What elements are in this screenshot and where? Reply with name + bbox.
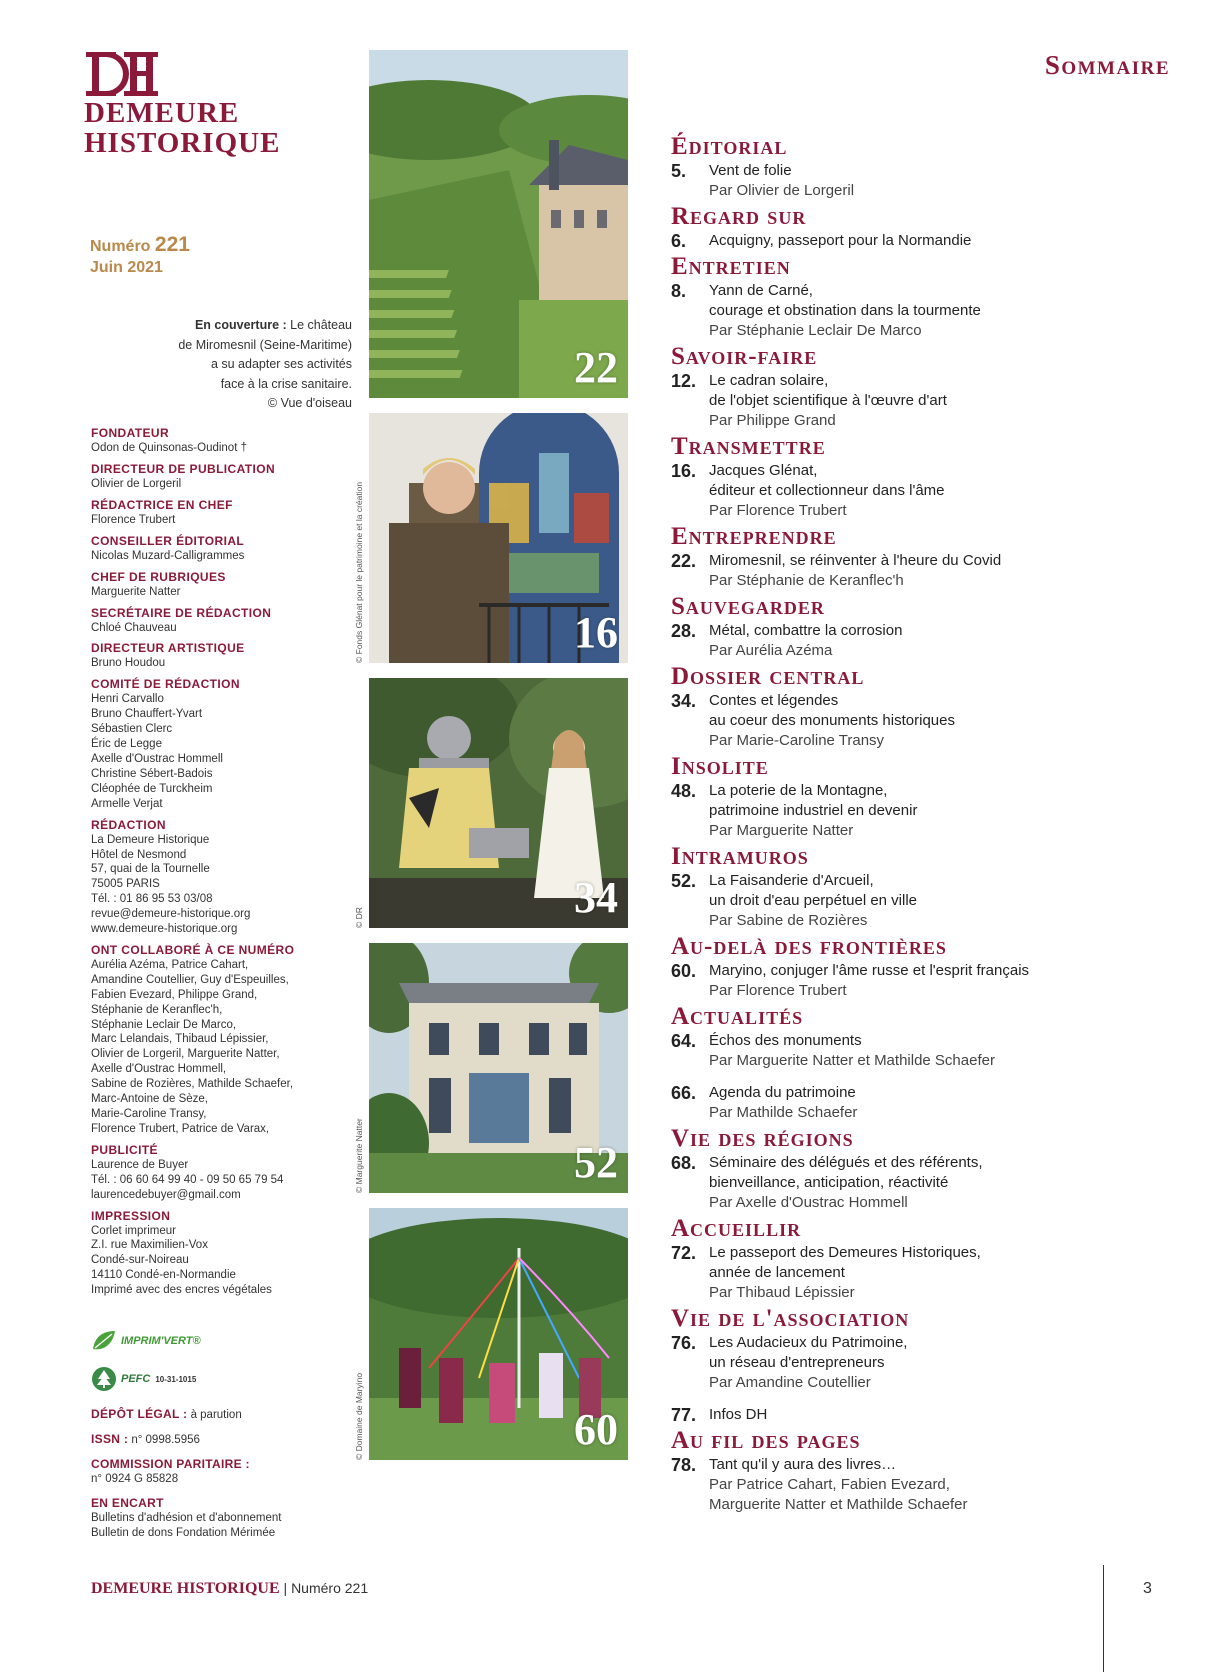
credit-line: Axelle d'Oustrac Hommell, (91, 1063, 227, 1076)
toc-section (671, 342, 1191, 431)
section-title: Dossier central (671, 663, 865, 690)
entry-author: Par Marie-Caroline Transy (709, 732, 885, 749)
entry-author: Par Amandine Coutellier (709, 1374, 871, 1391)
entry-title: Séminaire des délégués et des référents, (709, 1154, 983, 1171)
credit-block (91, 462, 347, 492)
entry-title: Le passeport des Demeures Historiques, (709, 1244, 981, 1261)
credit-block (91, 677, 347, 811)
cover-line: a su adapter ses activités (210, 357, 352, 371)
toc-section (671, 662, 1191, 751)
toc-section (671, 592, 1191, 661)
credit-line: Amandine Coutellier, Guy d'Espeuilles, (91, 973, 289, 986)
toc-entry[interactable] (671, 691, 1191, 751)
section-title: Entreprendre (671, 523, 837, 550)
toc-section (671, 1124, 1191, 1213)
commission-label: COMMISSION PARITAIRE : (91, 1457, 250, 1471)
credit-label: CHEF DE RUBRIQUES (91, 569, 226, 584)
credit-line: La Demeure Historique (91, 833, 210, 846)
entry-author: Par Mathilde Schaefer (709, 1104, 858, 1121)
page-number: 3 (1143, 1580, 1152, 1597)
entry-author: Par Thibaud Lépissier (709, 1284, 855, 1301)
entry-title: au coeur des monuments historiques (709, 712, 955, 729)
credit-line: laurencedebuyer@gmail.com (91, 1188, 241, 1201)
credit-label: DIRECTEUR DE PUBLICATION (91, 461, 276, 476)
credit-label: COMITÉ DE RÉDACTION (91, 677, 240, 692)
entry-page-number: 8. (671, 281, 687, 301)
pefc-tree-icon (91, 1366, 117, 1392)
entry-author: Par Marguerite Natter et Mathilde Schaefer (709, 1052, 995, 1069)
entry-author: Par Florence Trubert (709, 502, 847, 519)
imprimvert-badge (91, 1327, 347, 1355)
toc-section (671, 202, 1191, 251)
toc-entry[interactable] (671, 551, 1191, 591)
toc-entry[interactable] (671, 1031, 1191, 1071)
entry-title: La Faisanderie d'Arcueil, (709, 872, 874, 889)
entry-page-number: 76. (671, 1333, 697, 1353)
sommaire-title: Sommaire (1044, 50, 1170, 80)
footer-separator: | (283, 1580, 288, 1596)
photo-credit: © DR (354, 907, 364, 928)
brand-name-line1: DEMEURE (84, 97, 240, 129)
brand-name-line2: HISTORIQUE (84, 127, 281, 159)
entry-author: Par Olivier de Lorgeril (709, 182, 855, 199)
credit-label: PUBLICITÉ (91, 1142, 158, 1157)
credit-line: Cléophée de Turckheim (91, 782, 213, 795)
credit-line: Florence Trubert, Patrice de Varax, (91, 1122, 270, 1135)
footer-issue: Numéro 221 (291, 1580, 369, 1596)
encart-line: Bulletin de dons Fondation Mérimée (91, 1527, 276, 1539)
pefc-code: 10-31-1015 (155, 1374, 197, 1384)
toc-entry[interactable] (671, 1243, 1191, 1303)
photo-faisanderie (369, 943, 628, 1193)
credit-line: Fabien Evezard, Philippe Grand, (91, 988, 258, 1001)
entry-title: Les Audacieux du Patrimoine, (709, 1334, 908, 1351)
entry-page-number: 28. (671, 621, 697, 641)
section-title: Savoir-faire (671, 343, 818, 370)
entry-page-number: 6. (671, 231, 687, 251)
credit-block (91, 534, 347, 564)
entry-page-number: 5. (671, 161, 687, 181)
section-title: Regard sur (671, 203, 807, 230)
credit-line: 14110 Condé-en-Normandie (91, 1269, 236, 1282)
photo-page-number: 16 (574, 608, 618, 657)
credit-label: ONT COLLABORÉ À CE NUMÉRO (91, 942, 295, 957)
encart-label: EN ENCART (91, 1496, 164, 1510)
photo-contes (369, 678, 628, 928)
toc-entry[interactable] (671, 871, 1191, 931)
section-title: Au fil des pages (671, 1427, 861, 1454)
toc-section (671, 1002, 1191, 1123)
issue-number: 221 (154, 233, 190, 256)
entry-title: Jacques Glénat, (709, 462, 818, 479)
credit-line: revue@demeure-historique.org (91, 908, 251, 921)
entry-author: Par Patrice Cahart, Fabien Evezard, Marguerite Natter et Mathilde Schaefer (709, 1476, 968, 1513)
entry-page-number: 72. (671, 1243, 697, 1263)
section-title: Entretien (671, 253, 791, 280)
photo-page-number: 52 (574, 1138, 618, 1187)
toc-section (671, 1304, 1191, 1425)
entry-author: Par Axelle d'Oustrac Hommell (709, 1194, 908, 1211)
credit-line: Marc Lelandais, Thibaud Lépissier, (91, 1033, 269, 1046)
footer-brand: DEMEURE HISTORIQUE (91, 1580, 280, 1597)
entry-title: La poterie de la Montagne, (709, 782, 888, 799)
credit-line: Laurence de Buyer (91, 1158, 189, 1171)
section-title: Intramuros (671, 843, 809, 870)
section-title: Au-delà des frontières (671, 933, 947, 960)
entry-author: Par Sabine de Rozières (709, 912, 868, 929)
toc-entry[interactable] (671, 281, 1191, 341)
cover-line: © Vue d'oiseau (267, 396, 352, 410)
entry-title: Infos DH (709, 1406, 768, 1423)
photo-credit: © Domaine de Maryino (354, 1372, 364, 1460)
credit-line: Axelle d'Oustrac Hommell (91, 752, 223, 765)
entry-title: année de lancement (709, 1264, 845, 1281)
credit-line: Bruno Houdou (91, 657, 166, 670)
toc-entry[interactable] (671, 1455, 1191, 1515)
entry-author: Par Aurélia Azéma (709, 642, 833, 659)
credit-line: Stéphanie Leclair De Marco, (91, 1018, 237, 1031)
entry-page-number: 16. (671, 461, 697, 481)
credit-line: Tél. : 01 86 95 53 03/08 (91, 893, 213, 906)
entry-page-number: 68. (671, 1153, 697, 1173)
credit-line: Bruno Chauffert-Yvart (91, 708, 203, 721)
entry-title: Le cadran solaire, (709, 372, 829, 389)
entry-title: Échos des monuments (709, 1032, 862, 1049)
credit-line: Florence Trubert (91, 513, 176, 526)
credit-label: IMPRESSION (91, 1208, 171, 1223)
toc-entry[interactable] (671, 1405, 1191, 1425)
entry-title: un réseau d'entrepreneurs (709, 1354, 885, 1371)
credit-block (91, 641, 347, 671)
toc-section (671, 1426, 1191, 1515)
toc-entry[interactable] (671, 161, 1191, 201)
credit-line: Éric de Legge (91, 738, 162, 751)
photo-miromesnil (369, 50, 628, 398)
entry-title: Miromesnil, se réinventer à l'heure du Covid (709, 552, 1002, 569)
photo-page-number: 34 (574, 873, 618, 922)
toc-entry[interactable] (671, 1333, 1191, 1393)
credit-block (91, 570, 347, 600)
pefc-label: PEFC (121, 1373, 151, 1385)
credit-label: SECRÉTAIRE DE RÉDACTION (91, 605, 272, 620)
entry-author: Par Stéphanie de Keranflec'h (709, 572, 904, 589)
photo-page-number: 22 (574, 343, 618, 392)
entry-title: Métal, combattre la corrosion (709, 622, 903, 639)
toc-entry[interactable] (671, 961, 1191, 1001)
credit-line: Imprimé avec des encres végétales (91, 1284, 272, 1297)
entry-page-number: 48. (671, 781, 697, 801)
section-title: Insolite (671, 753, 769, 780)
credit-block (91, 426, 347, 456)
imprimvert-label: IMPRIM'VERT® (121, 1335, 201, 1347)
credit-line: Stéphanie de Keranflec'h, (91, 1003, 223, 1016)
credit-line: Marguerite Natter (91, 585, 181, 598)
issue-date: Juin 2021 (90, 259, 163, 276)
entry-page-number: 22. (671, 551, 697, 571)
entry-title: Vent de folie (709, 162, 792, 179)
entry-page-number: 64. (671, 1031, 697, 1051)
toc-section (671, 932, 1191, 1001)
issn-label: ISSN : (91, 1432, 129, 1446)
toc-section (671, 132, 1191, 201)
credit-label: DIRECTEUR ARTISTIQUE (91, 641, 245, 656)
table-of-contents (671, 131, 1191, 1515)
credit-line: Armelle Verjat (91, 797, 163, 810)
toc-entry[interactable] (671, 1083, 1191, 1123)
toc-section (671, 842, 1191, 931)
masthead-logo (84, 50, 284, 158)
toc-section (671, 432, 1191, 521)
entry-title: Maryino, conjuger l'âme russe et l'esprit français (709, 962, 1030, 979)
entry-page-number: 12. (671, 371, 697, 391)
credit-label: RÉDACTION (91, 817, 166, 832)
entry-page-number: 60. (671, 961, 697, 981)
cover-caption (120, 316, 352, 414)
pefc-badge (91, 1365, 347, 1393)
credit-label: CONSEILLER ÉDITORIAL (91, 533, 245, 548)
entry-title: bienveillance, anticipation, réactivité (709, 1174, 949, 1191)
toc-entry[interactable] (671, 461, 1191, 521)
en-encart (91, 1496, 347, 1541)
cover-line: de Miromesnil (Seine-Maritime) (178, 337, 352, 352)
page-footer (91, 1580, 368, 1598)
credit-line: Sébastien Clerc (91, 723, 173, 736)
toc-section (671, 752, 1191, 841)
entry-page-number: 34. (671, 691, 697, 711)
entry-author: Par Florence Trubert (709, 982, 847, 999)
toc-section (671, 252, 1191, 341)
toc-entry[interactable] (671, 781, 1191, 841)
toc-entry[interactable] (671, 231, 1191, 251)
eco-badges (91, 1327, 347, 1403)
entry-author: Par Marguerite Natter (709, 822, 854, 839)
photo-glenat (369, 413, 628, 663)
entry-page-number: 77. (671, 1405, 697, 1425)
photo-maryino (369, 1208, 628, 1460)
section-title: Vie de l'association (671, 1305, 910, 1332)
credit-block (91, 498, 347, 528)
credit-block (91, 818, 347, 937)
credit-line: Hôtel de Nesmond (91, 848, 187, 861)
toc-section (671, 522, 1191, 591)
credit-line: Condé-sur-Noireau (91, 1254, 189, 1267)
credit-line: Tél. : 06 60 64 99 40 - 09 50 65 79 54 (91, 1173, 284, 1186)
toc-entry[interactable] (671, 1153, 1191, 1213)
photo-credit: © Marguerite Natter (354, 1118, 364, 1193)
credit-line: Aurélia Azéma, Patrice Cahart, (91, 958, 249, 971)
issue-label: Numéro (90, 238, 151, 255)
credit-block (91, 606, 347, 636)
credit-line: Olivier de Lorgeril, Marguerite Natter, (91, 1048, 280, 1061)
credit-line: Marc-Antoine de Sèze, (91, 1093, 208, 1106)
credit-line: Corlet imprimeur (91, 1224, 176, 1237)
entry-page-number: 78. (671, 1455, 697, 1475)
entry-page-number: 66. (671, 1083, 697, 1103)
credit-label: RÉDACTRICE EN CHEF (91, 497, 233, 512)
credit-line: Olivier de Lorgeril (91, 477, 182, 490)
entry-title: courage et obstination dans la tourmente (709, 302, 981, 319)
credit-line: 75005 PARIS (91, 878, 160, 891)
section-title: Actualités (671, 1003, 804, 1030)
depot-legal (91, 1407, 347, 1423)
cover-line: face à la crise sanitaire. (220, 376, 352, 391)
credit-label: FONDATEUR (91, 426, 170, 440)
toc-section (671, 1214, 1191, 1303)
toc-entry[interactable] (671, 371, 1191, 431)
photo-credit: © Fonds Glénat pour le patrimoine et la création (354, 481, 364, 663)
depot-value: à parution (190, 1409, 242, 1421)
cover-line: Le château (290, 318, 352, 332)
dh-monogram-icon (84, 50, 160, 98)
credit-line: 57, quai de la Tournelle (91, 863, 210, 876)
entry-page-number: 52. (671, 871, 697, 891)
entry-title: Yann de Carné, (709, 282, 813, 299)
section-title: Éditorial (671, 133, 788, 160)
entry-title: Acquigny, passeport pour la Normandie (709, 232, 972, 249)
credit-line: Henri Carvallo (91, 693, 164, 706)
toc-entry[interactable] (671, 621, 1191, 661)
credit-line: Z.I. rue Maximilien-Vox (91, 1239, 208, 1252)
leaf-icon (91, 1329, 117, 1353)
issn (91, 1432, 347, 1448)
credit-line: Nicolas Muzard-Calligrammes (91, 549, 245, 562)
legal-info (91, 1407, 347, 1550)
section-title: Sauvegarder (671, 593, 825, 620)
commission-value: n° 0924 G 85828 (91, 1473, 179, 1485)
issue-info (90, 233, 190, 277)
issn-value: n° 0998.5956 (131, 1434, 200, 1446)
section-title: Accueillir (671, 1215, 802, 1242)
footer-divider (1103, 1565, 1104, 1672)
section-title: Vie des régions (671, 1125, 854, 1152)
cover-label: En couverture : (194, 318, 287, 332)
entry-title: Agenda du patrimoine (709, 1084, 856, 1101)
entry-author: Par Stéphanie Leclair De Marco (709, 322, 922, 339)
entry-title: de l'objet scientifique à l'œuvre d'art (709, 392, 947, 409)
credit-block (91, 1143, 347, 1203)
depot-label: DÉPÔT LÉGAL : (91, 1407, 188, 1421)
credits-list (91, 426, 347, 1304)
entry-title: éditeur et collectionneur dans l'âme (709, 482, 945, 499)
entry-title: patrimoine industriel en devenir (709, 802, 918, 819)
entry-author: Par Philippe Grand (709, 412, 836, 429)
credit-line: Sabine de Rozières, Mathilde Schaefer, (91, 1078, 294, 1091)
entry-title: Contes et légendes (709, 692, 839, 709)
credit-block (91, 943, 347, 1137)
credit-line: Chloé Chauveau (91, 621, 177, 634)
credit-block (91, 1209, 347, 1299)
encart-line: Bulletins d'adhésion et d'abonnement (91, 1512, 282, 1524)
credit-line: Christine Sébert-Badois (91, 767, 213, 780)
credit-line: www.demeure-historique.org (91, 923, 238, 936)
entry-title: Tant qu'il y aura des livres… (709, 1456, 897, 1473)
credit-line: Odon de Quinsonas-Oudinot † (91, 442, 247, 454)
photo-page-number: 60 (574, 1405, 618, 1454)
credit-line: Marie-Caroline Transy, (91, 1108, 207, 1120)
section-title: Transmettre (671, 433, 826, 460)
entry-title: un droit d'eau perpétuel en ville (709, 892, 918, 909)
commission-paritaire (91, 1457, 347, 1487)
